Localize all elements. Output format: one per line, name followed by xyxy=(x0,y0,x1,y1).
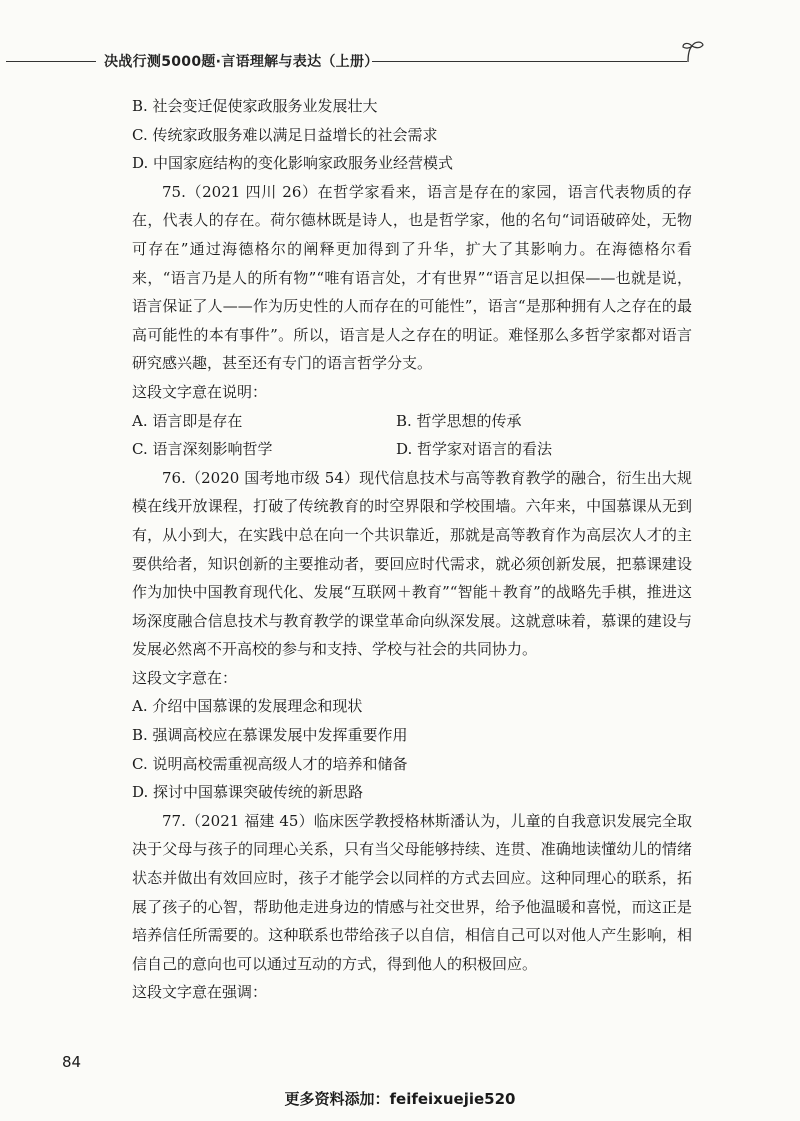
answer-option: D. 哲学家对语言的看法 xyxy=(396,440,553,459)
answer-option: B. 哲学思想的传承 xyxy=(396,411,522,430)
answer-option: C. 语言深刻影响哲学 xyxy=(132,440,273,459)
answer-option: C. 说明高校需重视高级人才的培养和储备 xyxy=(132,754,408,773)
header-title: 决战行测5000题·言语理解与表达（上册） xyxy=(104,54,379,70)
answer-option: D. 探讨中国慕课突破传统的新思路 xyxy=(132,783,364,802)
question-paragraph: 77.（2021 福建 45）临床医学教授格林斯潘认为，儿童的自我意识发展完全取决于父母与孩子的同理心关系，只有当父母能够持续、连贯、准确地读懂幼儿的情绪状态并做出有效回应时，孩子才能学会以同样的方式去回应。这种同理心的联系，拓展了孩子的心智，帮助他走进身边的情感与社交世界，给予他温暖和喜悦，而这正是培养信任所需要的。这种联系也带给孩子以自信，相信自己可以对他人产生影响，相信自己的意向也可以通过互动的方式，得到他人的积极回应。 xyxy=(132,811,692,973)
answer-option: A. 介绍中国慕课的发展理念和现状 xyxy=(132,697,363,716)
option-pair xyxy=(132,407,692,436)
answer-option: D. 中国家庭结构的变化影响家政服务业经营模式 xyxy=(132,154,454,173)
page-number: 84 xyxy=(62,1053,82,1071)
question-paragraph: 76.（2020 国考地市级 54）现代信息技术与高等教育教学的融合，衍生出大规模在线开放课程，打破了传统教育的时空界限和学校围墙。六年来，中国慕课从无到有，从小到大，在实践中总在向一个共识靠近，那就是高等教育作为高层次人才的主要供给者，知识创新的主要推动者，要回应时代需求，就必须创新发展，把慕课建设作为加快中国教育现代化、发展“互联网＋教育”“智能＋教育”的战略先手棋，推进这场深度融合信息技术与教育教学的课堂革命向纵深发展。这就意味着，慕课的建设与发展必然离不开高校的参与和支持、学校与社会的共同协力。 xyxy=(132,468,692,659)
question-prompt: 这段文字意在说明： xyxy=(132,382,268,401)
footer-note: 更多资料添加：feifeixuejie520 xyxy=(284,1090,516,1108)
header-rule-right xyxy=(372,61,687,62)
question-prompt: 这段文字意在： xyxy=(132,668,238,687)
answer-option: B. 社会变迁促使家政服务业发展壮大 xyxy=(132,97,378,115)
answer-option: B. 强调高校应在慕课发展中发挥重要作用 xyxy=(132,726,408,745)
header-rule-left xyxy=(6,61,96,62)
sprout-icon xyxy=(680,40,708,66)
question-prompt: 这段文字意在强调： xyxy=(132,983,268,1002)
page-body xyxy=(132,92,692,1007)
answer-option: C. 传统家政服务难以满足日益增长的社会需求 xyxy=(132,125,438,144)
running-header xyxy=(0,46,800,76)
answer-option: A. 语言即是存在 xyxy=(132,411,243,430)
question-paragraph: 75.（2021 四川 26）在哲学家看来，语言是存在的家园，语言代表物质的存在，代表人的存在。荷尔德林既是诗人，也是哲学家，他的名句“词语破碎处，无物可存在”通过海德格尔的阐释更加得到了升华，扩大了其影响力。在海德格尔看来，“语言乃是人的所有物”“唯有语言处，才有世界”“语言足以担保——也就是说，语言保证了人——作为历史性的人而存在的可能性”，语言“是那种拥有人之存在的最高可能性的本有事件”。所以，语言是人之存在的明证。难怪那么多哲学家都对语言研究感兴趣，甚至还有专门的语言哲学分支。 xyxy=(132,182,692,373)
option-pair xyxy=(132,435,692,464)
